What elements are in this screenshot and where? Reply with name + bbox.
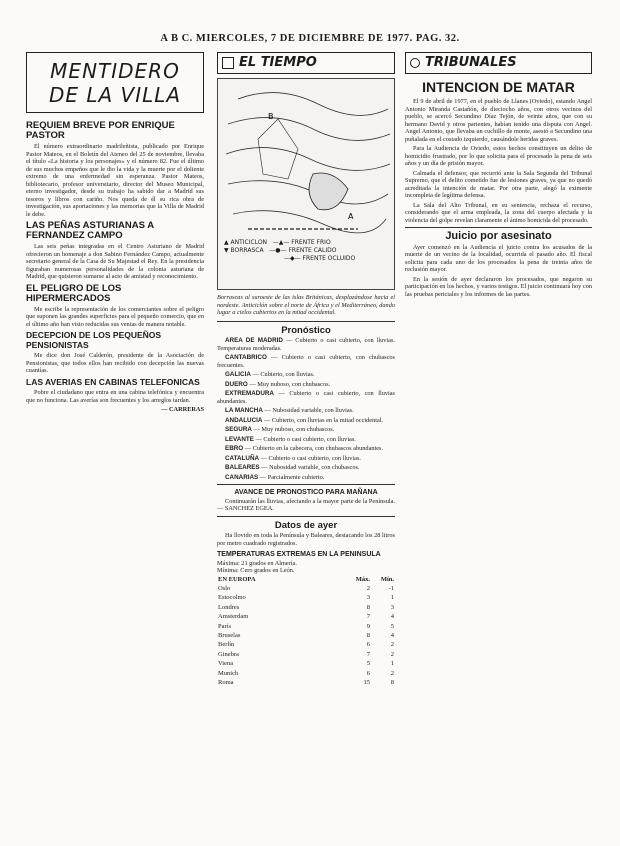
pronostico-region: CANTABRICO — Cubierto o casi cubierto, con chubascos frecuentes.: [217, 354, 395, 369]
datos-body: Ha llovido en toda la Península y Baleares, destacando los 28 litros por metro cuadrado registrados.: [217, 532, 395, 547]
temps-row: [217, 650, 395, 659]
region-name: LEVANTE: [225, 435, 254, 443]
tribunales-section-bar: [405, 52, 592, 74]
pronostico-region: SEGURA — Muy nuboso, con chubascos.: [225, 426, 335, 433]
pronostico-region: EBRO — Cubierto en la cabecera, con chubascos abundantes.: [225, 445, 384, 452]
temps-min: 5: [390, 622, 394, 630]
hiper-body: Me escribe la representación de los comerciantes sobre el peligro que suponen las grandes superficies para el pequeño comercio, que en el último año han visto reducidas sus ventas de manera notable.: [26, 305, 204, 328]
pronostico-region: EXTREMADURA — Cubierto o casi cubierto, con lluvias abundantes.: [217, 390, 395, 405]
pronostico-region: DUERO — Muy nuboso, con chubascos.: [225, 380, 331, 388]
tribunales-headline: INTENCION DE MATAR: [422, 79, 575, 95]
temps-city: Bruselas: [218, 631, 241, 639]
pronostico-region: LA MANCHA — Nubosidad variable, con lluvias.: [225, 407, 354, 414]
tribunales-body-3: Calmada el defensor, que recurrió ante la Sala Segunda del Tribunal Supremo, que el delito cometido fue de lesiones graves, ya que no quedó acreditada la intención de matar. Por otra parte, alegó la eximente incompleta de legítima defensa.: [405, 169, 592, 199]
legend-item: ▲ ANTICICLON —▲— FRENTE FRIO: [224, 239, 331, 246]
temps-row: [217, 678, 395, 687]
tribunales-body-4: La Sala del Alto Tribunal, en su sentencia, rechaza el recurso, considerando que el arma empleada, la zona del cuerpo afectada y la violencia del golpe revelan claramente el ánimo homicida del procesado.: [405, 201, 592, 224]
region-text: Cubierto o casi cubierto, con chubascos frecuentes.: [217, 354, 395, 369]
pensionistas-body: Me dice don José Calderón, presidente de la Asociación de Pensionistas, que todos ellos han recibido con decepción las nuevas cuantías.: [26, 352, 204, 374]
pronostico-list: [217, 337, 395, 481]
hiper-headline: EL PELIGRO DE LOS HIPERMERCADOS: [26, 282, 122, 304]
temps-max: 7: [366, 613, 370, 621]
pensionistas-headline: DECEPCION DE LOS PEQUEÑOS PENSIONISTAS: [26, 330, 162, 350]
avance-heading: AVANCE DE PRONOSTICO PARA MAÑANA: [234, 489, 378, 496]
temps-row: [217, 659, 395, 668]
tiempo-section-bar: [217, 52, 395, 74]
map-caption: Borrascas al suroeste de las islas Británicas, desplazándose hacia el nordeste. Anticiclón sobre el norte de África y el Mediterráneo, dando lugar a cielos cubiertos en la mitad occidental.: [217, 294, 395, 316]
minima-line: Mínima: Cero grados en León.: [217, 567, 295, 574]
temps-min: 4: [390, 631, 394, 639]
temps-max: 15: [363, 678, 370, 686]
requiem-headline: REQUIEM BREVE POR ENRIQUE PASTOR: [26, 120, 175, 141]
temps-city: Roma: [218, 678, 234, 686]
temps-city: Oslo: [218, 584, 231, 592]
europa-temps-table: [217, 575, 395, 688]
legend-frente-frio: FRENTE FRIO: [291, 239, 331, 246]
region-text: Nubosidad variable, con lluvias.: [272, 407, 354, 414]
tribunales-body-6: En la sesión de ayer declararon los procesados, que negaron su participación en los hechos, y varios testigos. El juicio continuará hoy con las pruebas periciales y los informes de las partes.: [405, 275, 592, 298]
legend-frente-ocluido: FRENTE OCLUIDO: [302, 255, 356, 262]
asturias-headline: LAS PEÑAS ASTURIANAS A FERNANDEZ CAMPO: [26, 220, 154, 241]
region-name: LA MANCHA: [225, 407, 263, 414]
region-text: Muy nuboso, con chubascos.: [257, 380, 331, 388]
region-text: Parcialmente cubierto.: [267, 473, 325, 481]
temps-min: 3: [390, 603, 394, 611]
pronostico-region: LEVANTE — Cubierto o casi cubierto, con lluvias.: [225, 435, 356, 443]
square-icon: [222, 57, 234, 69]
temps-max: 3: [366, 594, 370, 602]
temps-header-row: [217, 575, 395, 584]
pronostico-region: BALEARES — Nubosidad variable, con chubascos.: [225, 464, 360, 471]
pronostico-region: GALICIA — Cubierto, con lluvias.: [225, 371, 315, 378]
temps-city: Munich: [218, 669, 239, 677]
mentidero-signature: — CARRERAS: [161, 406, 204, 413]
temps-min: 2: [390, 641, 394, 649]
region-text: Cubierto o casi cubierto, con lluvias abundantes.: [217, 390, 395, 405]
region-text: Muy nuboso, con chubascos.: [261, 426, 335, 433]
signature-text: CARRERAS: [169, 406, 204, 413]
temps-max: 7: [366, 650, 370, 658]
legend-frente-calido: FRENTE CALIDO: [288, 247, 337, 254]
region-name: CATALUÑA: [225, 454, 260, 462]
temps-city: París: [218, 622, 231, 630]
pronostico-region: AREA DE MADRID — Cubierto o casi cubierto, con lluvias. Temperaturas moderadas.: [217, 337, 396, 352]
col-min-header: Mín.: [380, 575, 394, 583]
mentidero-title-line2: DE LA VILLA: [48, 83, 182, 107]
temps-city: Ginebra: [218, 650, 239, 658]
region-text: Nubosidad variable, con chubascos.: [269, 464, 360, 471]
temps-min: -1: [388, 584, 394, 592]
pronostico-region: ANDALUCIA — Cubierto, con lluvias en la mitad occidental.: [225, 416, 384, 424]
legend-item: —◆— FRENTE OCLUIDO: [284, 255, 356, 262]
asturias-body: Las seis peñas integradas en el Centro Asturiano de Madrid ofrecieron un homenaje a don Sabino Fernández Campo, actualmente secretario general de la Casa de Su Majestad el Rey. En la presidencia figuraban numerosas personalidades de la colonia asturiana de Madrid, que quisieron sumarse al acto de amistad y reconocimiento.: [26, 243, 204, 280]
temps-row: [217, 612, 395, 621]
region-name: GALICIA: [225, 371, 251, 378]
weather-map: [217, 78, 395, 290]
legend-borrasca: BORRASCA: [230, 247, 264, 254]
tiempo-column: [217, 52, 395, 687]
divider: [217, 484, 395, 485]
temps-city: Viena: [218, 660, 234, 668]
temps-min: 8: [390, 678, 394, 686]
region-name: EXTREMADURA: [225, 390, 274, 397]
pronostico-heading: Pronóstico: [281, 324, 331, 336]
divider: [217, 516, 395, 517]
temps-max: 8: [366, 631, 370, 639]
svg-text:A: A: [348, 212, 354, 221]
temps-city: Amsterdam: [218, 613, 249, 621]
legend-anticiclon: ANTICICLON: [230, 239, 268, 246]
divider: [405, 227, 592, 228]
legend-item: ▼ BORRASCA —●— FRENTE CALIDO: [224, 247, 337, 254]
cabinas-body: Pobre el ciudadano que entra en una cabina telefónica y encuentra que no funciona. Las averías son frecuentes y los arreglos tardan.: [26, 389, 204, 404]
mentidero-column: [26, 52, 204, 414]
temps-max: 9: [366, 622, 370, 630]
divider: [217, 321, 395, 322]
temps-max: 2: [366, 584, 370, 592]
datos-heading: Datos de ayer: [274, 519, 338, 531]
tribunales-body-1: El 9 de abril de 1977, en el pueblo de Llanes (Oviedo), estando Angel Antonio Miranda Castañón, de dieciocho años, con otros vecinos del pueblo, se acercó Secundino Díaz Tejón, de veinte años, que con su hermano David y otros parientes, habían tenido una disputa con Angel. Angel Antonio, que llevaba un cuchillo de monte, asestó a Secundino una puñalada en el costado izquierdo, causándole heridas graves.: [405, 98, 592, 143]
circle-icon: [410, 58, 420, 68]
region-text: Cubierto en la cabecera, con chubascos abundantes.: [252, 445, 384, 452]
cabinas-headline: LAS AVERIAS EN CABINAS TELEFONICAS: [26, 376, 200, 387]
europa-label: EN EUROPA: [218, 575, 256, 583]
temps-city: Londres: [218, 603, 240, 611]
page-header: [0, 0, 620, 50]
tribunales-column: [405, 52, 592, 300]
tribunales-body-5: Ayer comenzó en la Audiencia el juicio contra los acusados de la muerte de un vecino de la localidad, ocurrida el pasado año. El fiscal solicita para cada uno de los procesados la pena de treinta años de reclusión mayor.: [405, 243, 592, 273]
region-text: Cubierto o casi cubierto, con lluvias.: [268, 454, 362, 462]
region-name: ANDALUCIA: [225, 416, 263, 424]
temps-min: 2: [390, 669, 394, 677]
temps-min: 1: [390, 660, 394, 668]
temps-max: 8: [366, 603, 370, 611]
region-text: Cubierto, con lluvias en la mitad occidental.: [271, 416, 384, 424]
mentidero-masthead: [26, 52, 204, 113]
region-text: Cubierto o casi cubierto, con lluvias. Temperaturas moderadas.: [217, 337, 396, 352]
mentidero-title-line1: MENTIDERO: [50, 59, 180, 83]
header-text: A B C. MIERCOLES, 7 DE DICIEMBRE DE 1977. PAG. 32.: [160, 33, 460, 44]
region-name: BALEARES: [225, 464, 260, 471]
temps-min: 1: [390, 594, 394, 602]
region-name: EBRO: [225, 445, 244, 452]
temps-city: Berlín: [218, 641, 235, 649]
svg-text:B: B: [268, 112, 274, 121]
region-name: CANTABRICO: [225, 354, 267, 361]
region-name: SEGURA: [225, 426, 252, 433]
temps-row: [217, 669, 395, 678]
temps-row: [217, 622, 395, 631]
temps-min: 2: [390, 650, 394, 658]
temps-row: [217, 631, 395, 640]
temps-row: [217, 593, 395, 602]
juicio-heading: Juicio por asesinato: [445, 230, 552, 242]
map-legend: [224, 239, 355, 263]
tribunales-section-title: TRIBUNALES: [425, 55, 517, 71]
temps-max: 6: [366, 641, 370, 649]
avance-body: Continuarán las lluvias, afectando a la mayor parte de la Península. — SANCHEZ EGEA.: [217, 497, 395, 512]
region-name: DUERO: [225, 380, 248, 388]
temps-row: [217, 584, 395, 593]
requiem-body: El número extraordinario madrileñista, publicado por Enrique Pastor Mateos, en el Boletín del Ateneo del 25 de noviembre, llevaba el título «La historia y los personajes» y el número 82. Fue el último de sus muchos empeños que le dio la vida y la muerte por el doliente extremo de una enfermedad sin esperanza. Pastor Mateos, bibliotecario, profesor universitario, director del Museo Municipal, eterno investigador, desde su trabajo ha sabido dar a Madrid sus tesoros y libros con cariño. Nos queda de él su rica obra de investigación, sus aportaciones y las memorias que la Villa de Madrid le debe.: [26, 143, 204, 218]
maxima-line: Máxima: 21 grados en Almería.: [217, 559, 297, 567]
temps-body: [217, 584, 395, 687]
region-text: Cubierto, con lluvias.: [260, 371, 315, 378]
temps-city: Estocolmo: [218, 594, 246, 602]
temperaturas-heading: TEMPERATURAS EXTREMAS EN LA PENINSULA: [217, 551, 381, 558]
region-name: AREA DE MADRID: [225, 337, 283, 344]
region-name: CANARIAS: [225, 473, 259, 481]
temps-row: [217, 603, 395, 612]
temps-min: 4: [390, 613, 394, 621]
temps-max: 5: [366, 660, 370, 668]
region-text: Cubierto o casi cubierto, con lluvias.: [263, 435, 356, 443]
tiempo-section-title: EL TIEMPO: [239, 55, 317, 71]
pronostico-region: CATALUÑA — Cubierto o casi cubierto, con lluvias.: [225, 454, 362, 462]
temps-row: [217, 640, 395, 649]
temps-max: 6: [366, 669, 370, 677]
pronostico-region: CANARIAS — Parcialmente cubierto.: [225, 473, 325, 481]
tribunales-body-2: Para la Audiencia de Oviedo, estos hechos constituyen un delito de homicidio frustrado, por lo que solicita para el procesado la pena de seis años y un día de prisión mayor.: [405, 145, 592, 167]
col-max-header: Máx.: [355, 575, 370, 583]
